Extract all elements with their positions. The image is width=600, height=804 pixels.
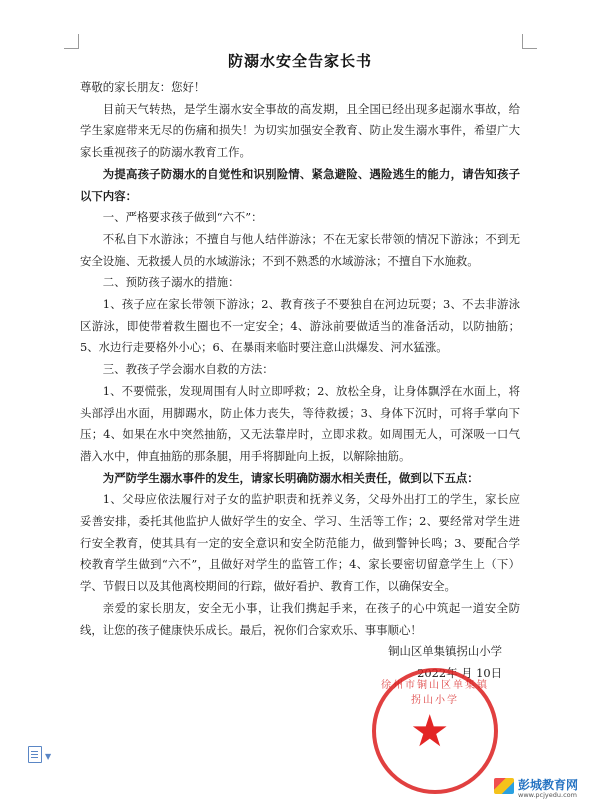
intro-paragraph: 目前天气转热，是学生溺水安全事故的高发期，且全国已经出现多起溺水事故，给学生家庭带来无尽的伤痛和损失！为切实加强安全教育、防止发生溺水事件，希望广大家长重视孩子的防溺水教育工作。 [80, 101, 520, 160]
seal-star-icon: ★ [410, 706, 450, 757]
date: 2022年 月 10日 [417, 665, 502, 680]
brand-logo-icon [494, 778, 514, 794]
duties-paragraph: 1、父母应依法履行对子女的监护职责和抚养义务，父母外出打工的学生，家长应妥善安排，委托其他监护人做好学生的安全、学习、生活等工作；2、要经常对学生进行安全教育，使其具有一定的安全意识和安全防范能力，做到警钟长鸣；3、要配合学校教育学生做到“六不”，且做好对学生的监管工作；4、家长要密切留意学生上（下）学、节假日以及其他离校期间的行踪，做好看护、教育工作，以确保安全。 [80, 492, 520, 594]
brand-url: www.pcjyedu.com [518, 791, 577, 799]
document-icon[interactable] [28, 746, 42, 763]
document-body [80, 42, 520, 685]
section-1-heading: 一、严格要求孩子做到“六不”： [102, 210, 263, 225]
brand-name: 彭城教育网 [518, 778, 579, 792]
section-1-body: 不私自下水游泳；不擅自与他人结伴游泳；不在无家长带领的情况下游泳；不到无安全设施、无救援人员的水域游泳；不到不熟悉的水域游泳；不擅自下水施救。 [80, 231, 520, 268]
section-2-body: 1、孩子应在家长带领下游泳；2、教育孩子不要独自在河边玩耍；3、不去非游泳区游泳，即使带着救生圈也不一定安全；4、游泳前要做适当的准备活动，以防抽筋；5、水边行走要格外小心；6、在暴雨来临时要注意山洪爆发、河水猛涨。 [80, 297, 520, 355]
section-heading-2: 为严防学生溺水事件的发生，请家长明确防溺水相关责任，做到以下五点： [102, 470, 479, 485]
page-corner-mark-top-left [64, 34, 79, 49]
section-3-body: 1、不要慌张，发现周围有人时立即呼救；2、放松全身，让身体飘浮在水面上，将头部浮出水面，用脚踢水，防止体力丧失，等待救援；3、身体下沉时，可将手掌向下压；4、如果在水中突然抽筋，又无法靠岸时，立即求救。如周围无人，可深吸一口气潜入水中，伸直抽筋的那条腿，用手将脚趾向上扳，以解除抽筋。 [80, 383, 520, 463]
signature: 铜山区单集镇拐山小学 [388, 644, 502, 659]
seal-text: 徐州市铜山区单集镇拐山小学 [381, 680, 489, 706]
watermark-logo [492, 776, 600, 804]
page-corner-mark-top-right [522, 34, 537, 49]
closing-paragraph: 亲爱的家长朋友，安全无小事，让我们携起手来，在孩子的心中筑起一道安全防线，让您的孩子健康快乐成长。最后，祝你们合家欢乐、事事顺心！ [80, 600, 520, 637]
section-3-heading: 三、教孩子学会溺水自救的方法： [102, 362, 274, 377]
section-heading-1: 为提高孩子防溺水的自觉性和识别险情、紧急避险、遇险逃生的能力，请告知孩子以下内容： [80, 166, 520, 203]
section-2-heading: 二、预防孩子溺水的措施： [102, 275, 240, 290]
document-title: 防溺水安全告家长书 [227, 52, 372, 70]
greeting: 尊敬的家长朋友：您好！ [80, 80, 206, 94]
chevron-down-icon[interactable]: ▼ [45, 752, 52, 761]
